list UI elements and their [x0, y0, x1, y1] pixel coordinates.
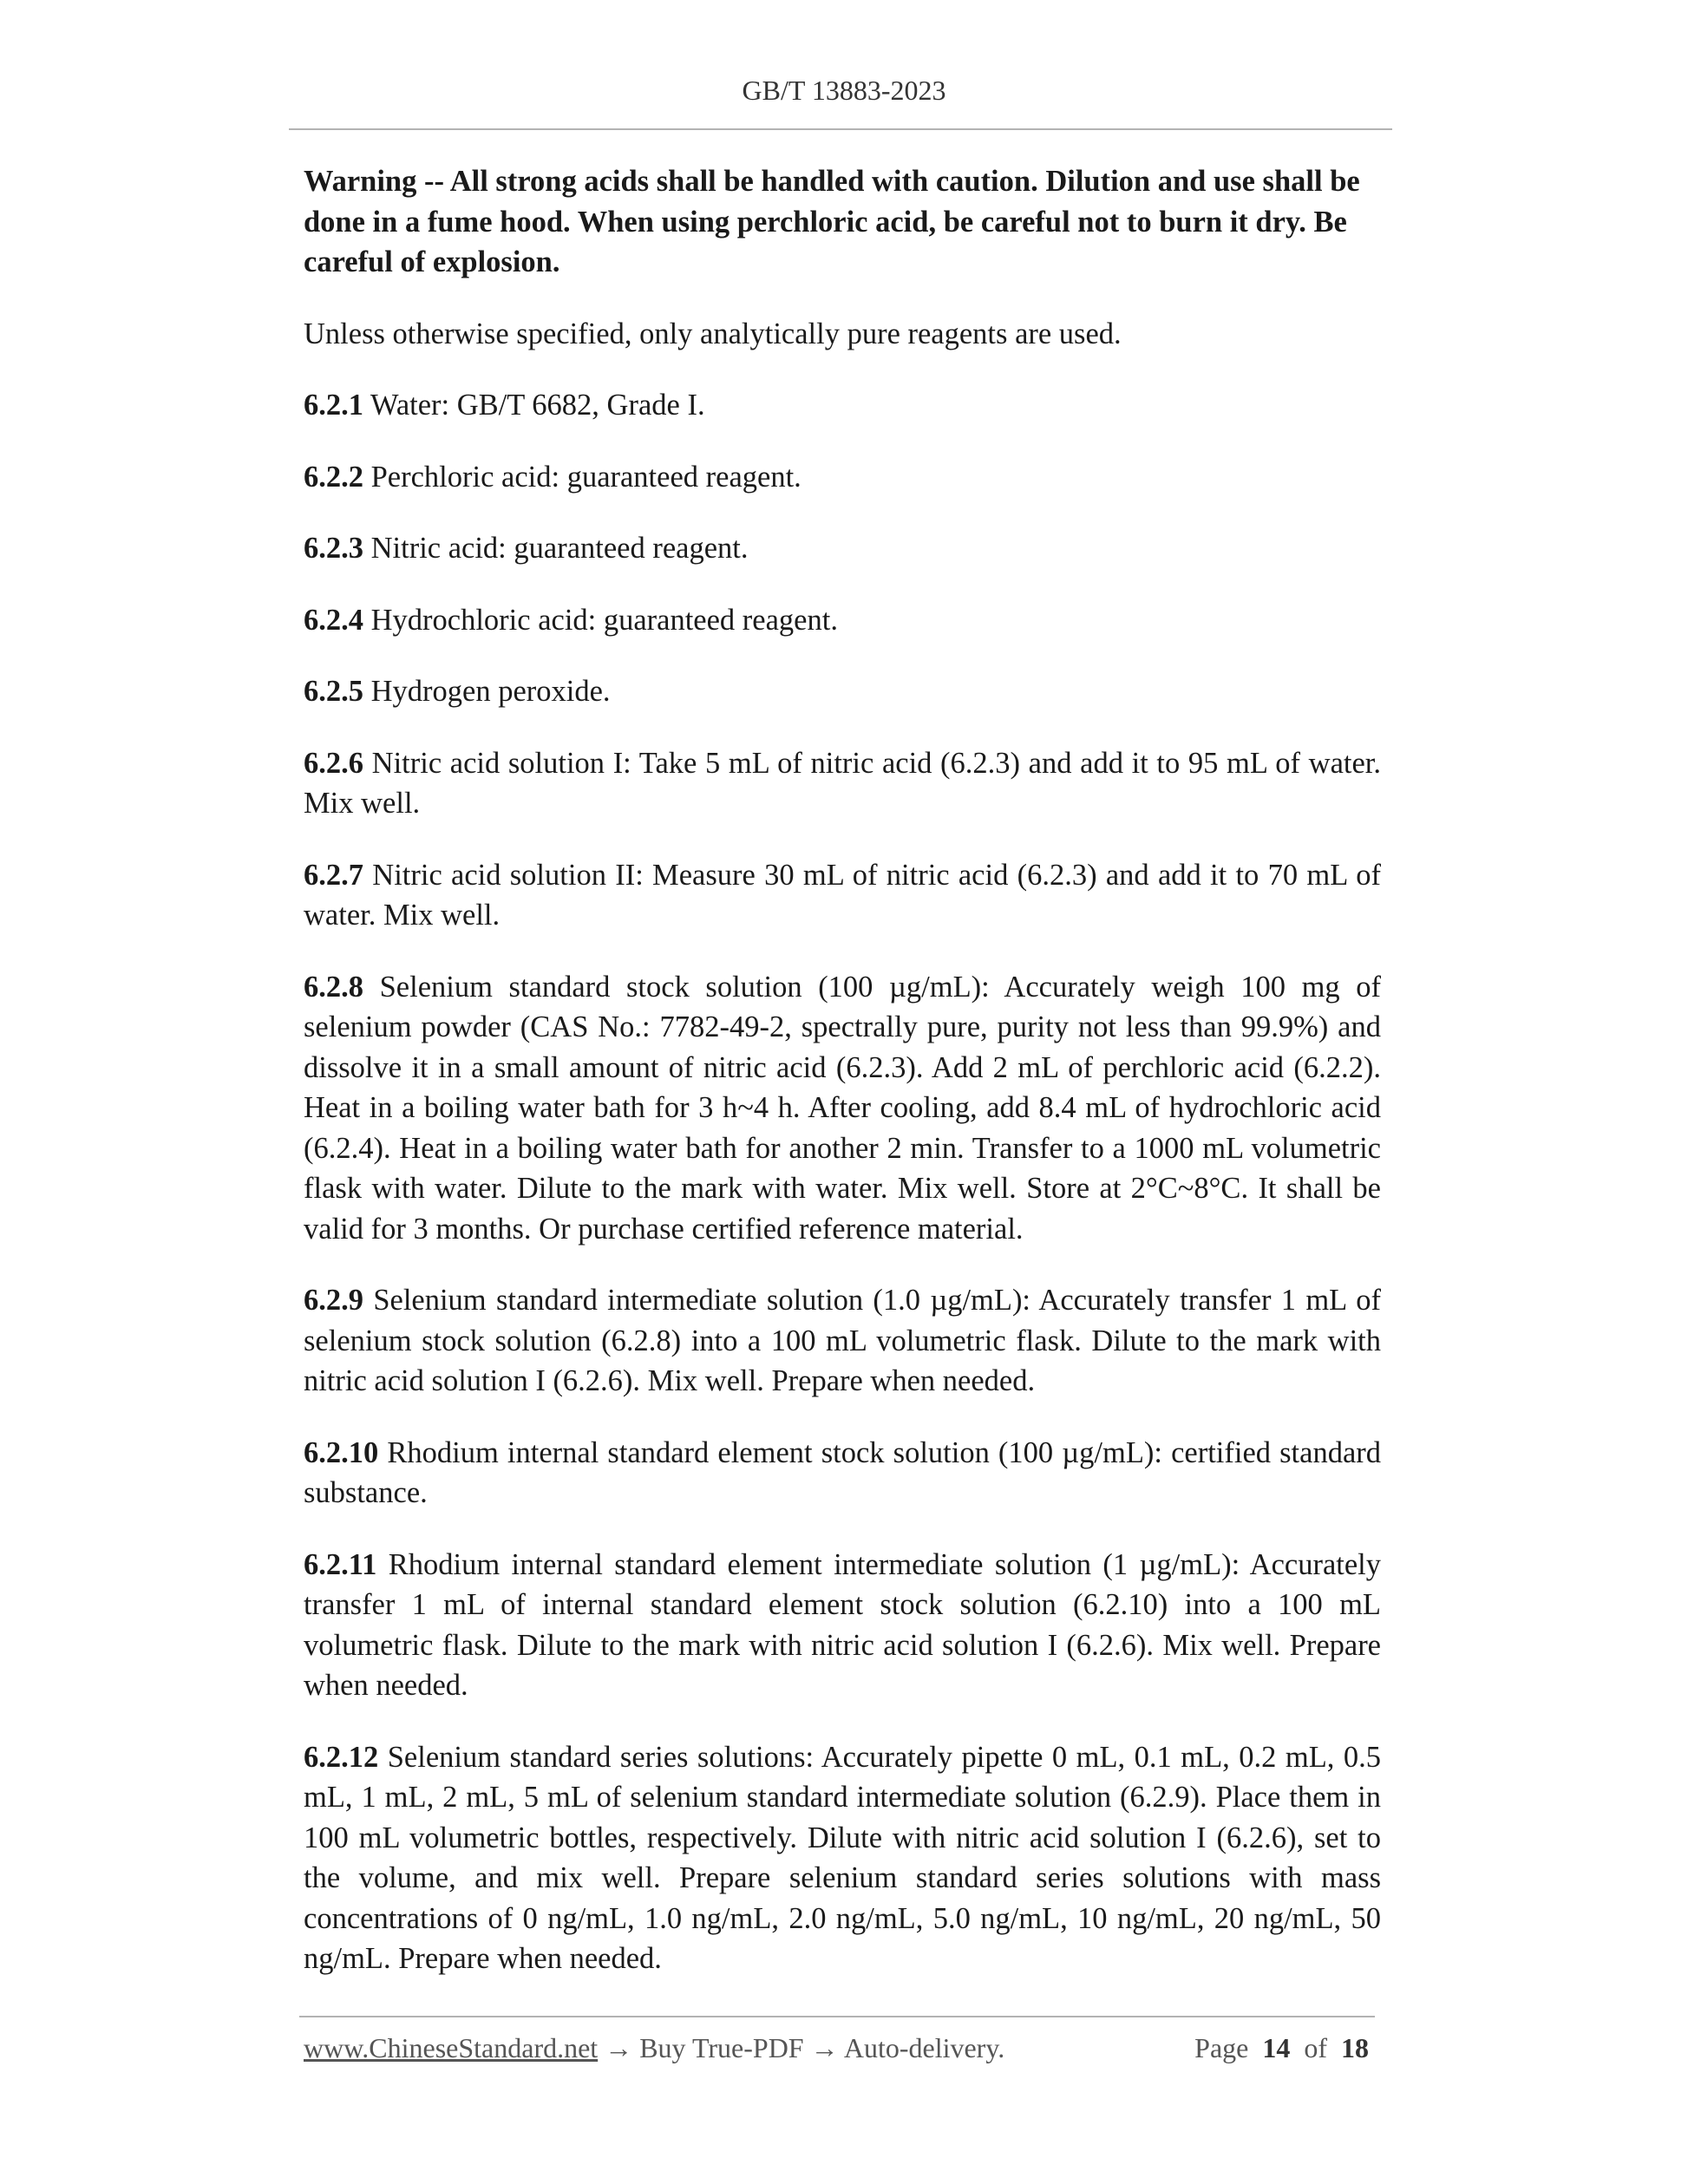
header-divider	[289, 128, 1392, 130]
section-number: 6.2.1	[304, 389, 363, 422]
section-6-2-10	[304, 1433, 1381, 1514]
section-text: Perchloric acid: guaranteed reagent.	[370, 460, 801, 494]
section-number: 6.2.9	[304, 1284, 363, 1317]
document-body	[304, 161, 1381, 1979]
section-6-2-4	[304, 600, 1381, 641]
warning-text: Warning -- All strong acids shall be handled with caution. Dilution and use shall be done in a fume hood. When using perchloric acid, be careful not to burn it dry. Be careful of explosion.	[304, 165, 1360, 278]
section-text: Rhodium internal standard element intermediate solution (1 µg/mL): Accurately transfer 1 mL of internal standard element stock solution (6.2.10) into a 100 mL volumetric flask. Dilute to the mark with nitric acid solution I (6.2.6). Mix well. Prepare when needed.	[304, 1547, 1382, 1702]
section-text: Water: GB/T 6682, Grade I.	[370, 389, 705, 422]
footer-divider	[299, 2016, 1375, 2017]
section-number: 6.2.4	[304, 603, 363, 637]
website-link[interactable]: www.ChineseStandard.net	[304, 2032, 599, 2063]
footer-promo-text: → Buy True-PDF → Auto-delivery.	[598, 2032, 1005, 2063]
page-indicator	[1194, 2032, 1369, 2064]
section-text: Hydrochloric acid: guaranteed reagent.	[370, 603, 838, 637]
of-word: of	[1304, 2032, 1327, 2063]
section-text: Selenium standard intermediate solution (1.0 µg/mL): Accurately transfer 1 mL of selenium stock solution (6.2.8) into a 100 mL volumetric flask. Dilute to the mark with nitric acid solution I (6.2.6). Mix well. Prepare when needed.	[304, 1284, 1382, 1397]
section-text: Nitric acid solution I: Take 5 mL of nitric acid (6.2.3) and add it to 95 mL of water. Mix well.	[304, 746, 1382, 820]
page-header: GB/T 13883-2023	[742, 75, 946, 106]
section-number: 6.2.11	[304, 1547, 377, 1581]
section-number: 6.2.5	[304, 675, 363, 708]
section-6-2-7	[304, 855, 1381, 936]
section-text: Selenium standard stock solution (100 µg/mL): Accurately weigh 100 mg of selenium powder (CAS No.: 7782-49-2, spectrally pure, purity not less than 99.9%) and dissolve it in a small amount of nitric acid (6.2.3). Add 2 mL of perchloric acid (6.2.2). Heat in a boiling water bath for 3 h~4 h. After cooling, add 8.4 mL of hydrochloric acid (6.2.4). Heat in a boiling water bath for another 2 min. Transfer to a 1000 mL volumetric flask with water. Dilute to the mark with water. Mix well. Store at 2°C~8°C. It shall be valid for 3 months. Or purchase certified reference material.	[304, 970, 1382, 1246]
section-number: 6.2.6	[304, 746, 363, 780]
section-text: Nitric acid solution II: Measure 30 mL of nitric acid (6.2.3) and add it to 70 mL of water. Mix well.	[304, 858, 1381, 932]
section-number: 6.2.8	[304, 970, 363, 1004]
section-6-2-1	[304, 385, 1381, 426]
footer-promo	[304, 2032, 1004, 2064]
section-6-2-3	[304, 528, 1381, 569]
section-6-2-9	[304, 1280, 1381, 1402]
section-number: 6.2.12	[304, 1740, 379, 1774]
section-6-2-5	[304, 671, 1381, 712]
section-6-2-12	[304, 1737, 1381, 1979]
section-6-2-2	[304, 457, 1381, 498]
section-text: Rhodium internal standard element stock solution (100 µg/mL): certified standard substance.	[304, 1435, 1382, 1509]
section-6-2-8	[304, 967, 1381, 1250]
section-text: Hydrogen peroxide.	[370, 675, 611, 708]
current-page-number: 14	[1262, 2032, 1291, 2063]
page-footer	[304, 2032, 1369, 2070]
section-6-2-6	[304, 743, 1381, 824]
section-number: 6.2.3	[304, 532, 363, 565]
section-number: 6.2.2	[304, 460, 363, 494]
intro-text: Unless otherwise specified, only analytically pure reagents are used.	[304, 317, 1122, 350]
section-number: 6.2.7	[304, 858, 363, 892]
page-word: Page	[1194, 2032, 1249, 2063]
section-text: Nitric acid: guaranteed reagent.	[370, 532, 749, 565]
section-text: Selenium standard series solutions: Accurately pipette 0 mL, 0.1 mL, 0.2 mL, 0.5 mL, 1 mL, 2 mL, 5 mL of selenium standard intermediate solution (6.2.9). Place them in 100 mL volumetric bottles, respectively. Dilute with nitric acid solution I (6.2.6), set to the volume, and mix well. Prepare selenium standard series solutions with mass concentrations of 0 ng/mL, 1.0 ng/mL, 2.0 ng/mL, 5.0 ng/mL, 10 ng/mL, 20 ng/mL, 50 ng/mL. Prepare when needed.	[304, 1740, 1382, 1975]
section-6-2-11	[304, 1545, 1381, 1706]
section-number: 6.2.10	[304, 1435, 379, 1469]
total-page-number: 18	[1341, 2032, 1369, 2063]
